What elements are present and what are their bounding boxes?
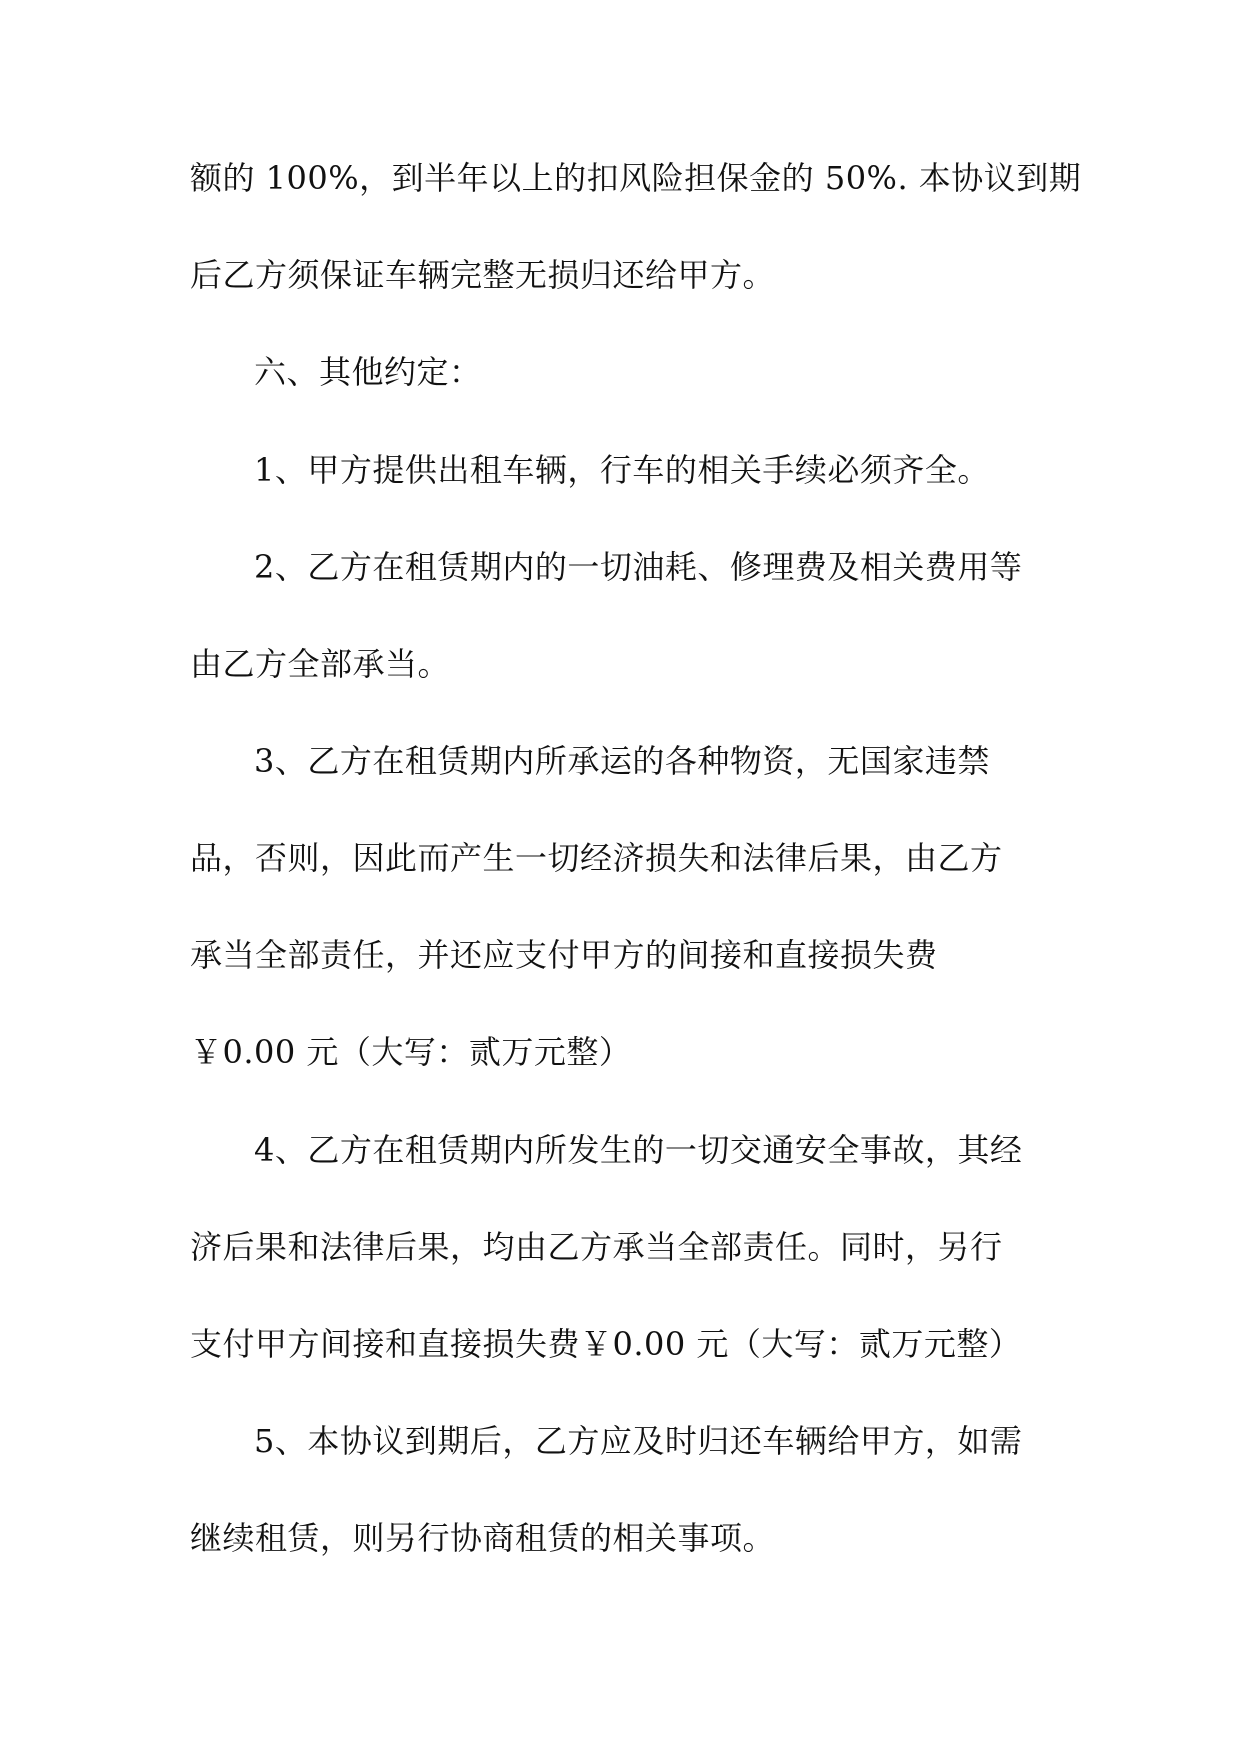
clause-3-line-2: 品，否则，因此而产生一切经济损失和法律后果，由乙方 [190,839,1003,877]
clause-5-line-1: 5、本协议到期后，乙方应及时归还车辆给甲方，如需 [254,1422,1023,1460]
clause-2-line-2: 由乙方全部承当。 [190,645,451,683]
clause-3-line-1: 3、乙方在租赁期内所承运的各种物资，无国家违禁 [254,742,990,780]
clause-5-line-2: 继续租赁，则另行协商租赁的相关事项。 [190,1519,776,1557]
text-line-1: 额的 100%，到半年以上的扣风险担保金的 50%. 本协议到期 [190,159,1082,197]
clause-3-line-4: ￥0.00 元（大写：贰万元整） [190,1033,632,1071]
clause-4-line-1: 4、乙方在租赁期内所发生的一切交通安全事故，其经 [254,1131,1023,1169]
clause-4-line-3: 支付甲方间接和直接损失费￥0.00 元（大写：贰万元整） [190,1325,1022,1363]
section-heading-six: 六、其他约定： [254,353,482,391]
clause-1: 1、甲方提供出租车辆，行车的相关手续必须齐全。 [254,451,990,489]
clause-2-line-1: 2、乙方在租赁期内的一切油耗、修理费及相关费用等 [254,548,1023,586]
clause-3-line-3: 承当全部责任，并还应支付甲方的间接和直接损失费 [190,936,938,974]
text-line-2: 后乙方须保证车辆完整无损归还给甲方。 [190,256,776,294]
clause-4-line-2: 济后果和法律后果，均由乙方承当全部责任。同时，另行 [190,1228,1003,1266]
